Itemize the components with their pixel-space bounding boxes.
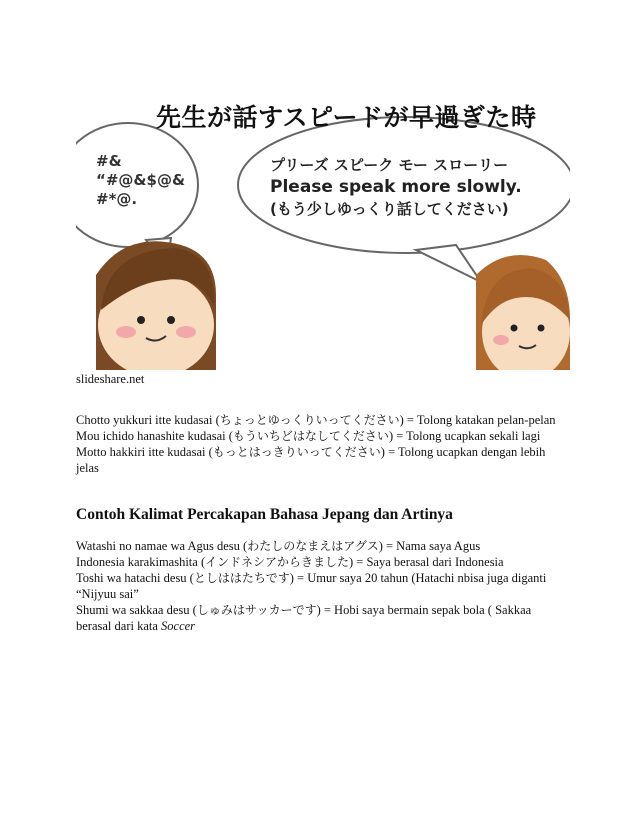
example-list [76,538,556,634]
example-item: Toshi wa hatachi desu (としははたちです) = Umur saya 20 tahun (Hatachi nbisa juga diganti “Nijyuu sai” [76,571,547,601]
example-item: Indonesia karakimashita (インドネシアからきました) = Saya berasal dari Indonesia [76,555,504,569]
left-bubble-text: #& “#@&$@& #*@. [96,152,186,208]
girl-face [476,255,570,370]
example-item: Watashi no namae wa Agus desu (わたしのなまえはアグス) = Nama saya Agus [76,539,481,553]
right-bubble-tail [416,245,481,282]
section-heading: Contoh Kalimat Percakapan Bahasa Jepang dan Artinya [76,506,453,523]
boy-face [96,241,216,370]
image-caption: slideshare.net [76,372,145,386]
right-bubble-text: プリーズ スピーク モー スローリー Please speak more slowly. (もう少しゆっくり話してください) [270,156,522,218]
phrase-item: Mou ichido hanashite kudasai (もういちどはなしてください) = Tolong ucapkan sekali lagi [76,429,541,443]
phrase-item: Chotto yukkuri itte kudasai (ちょっとゆっくりいってください) = Tolong katakan pelan-pelan [76,413,556,427]
phrase-list [76,412,556,476]
example-item: Shumi wa sakkaa desu (しゅみはサッカーです) = Hobi saya bermain sepak bola ( Sakkaa berasal dari kata Soccer [76,603,532,633]
illustration-title: 先生が話すスピードが早過ぎた時 [156,103,537,132]
phrase-item: Motto hakkiri itte kudasai (もっとはっきりいってください) = Tolong ucapkan dengan lebih jelas [76,445,546,475]
